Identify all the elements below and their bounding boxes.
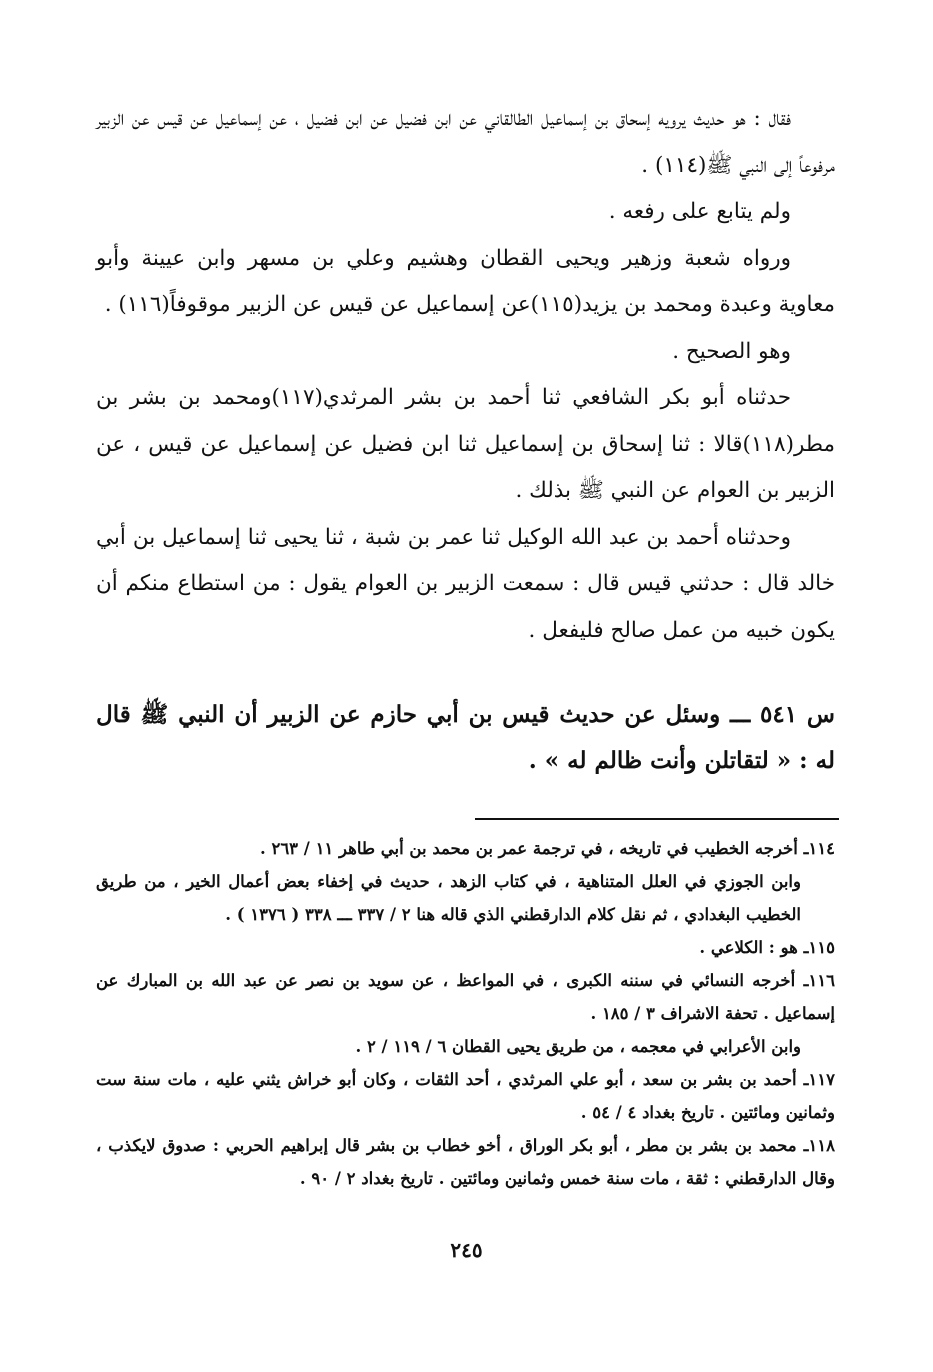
paragraph: وهو الصحيح . [672,338,791,364]
paragraph: ولم يتابع على رفعه . [608,199,791,224]
footnote: ١١٥ـ هو : الكلاعي . [699,938,835,957]
question-heading: س ٥٤١ ـــ وسئل عن حديث قيس بن أبي حازم عن الزبير أن النبي ﷺ قال له : « لتقاتلن وأنت ظالم له » . [96,701,835,774]
footnote: ١١٦ـ أخرجه النسائي في سننه الكبرى ، في المواعظ ، عن سويد بن نصر عن عبد الله بن المبارك عن إسماعيل . تحفة الاشراف ٣ / ١٨٥ . [96,971,835,1023]
paragraph: حدثناه أبو بكر الشافعي ثنا أحمد بن بشر المرثدي(١١٧)ومحمد بن بشر بن مطر(١١٨)قالا : ثنا إسحاق بن إسماعيل ثنا ابن فضيل عن إسماعيل عن قيس ، عن الزبير بن العوام عن النبي ﷺ بذلك . [96,385,835,503]
footnote-divider [475,818,839,820]
footnote: ١١٨ـ محمد بن بشر بن مطر ، أبو بكر الوراق ، أخو خطاب بن بشر قال إبراهيم الحربي : صدوق لايكذب ، وقال الدارقطني : ثقة ، مات سنة خمس وثمانين ومائتين . تاريخ بغداد ٢ / ٩٠ . [96,1136,835,1188]
footnote: ١١٤ـ أخرجه الخطيب في تاريخه ، في ترجمة عمر بن محمد بن أبي طاهر ١١ / ٢٦٣ . [259,839,835,858]
footnote: وابن الأعرابي في معجمه ، من طريق يحيى القطان ٦ / ١١٩ / ٢ . [355,1037,801,1056]
paragraph: ورواه شعبة وزهير ويحيى القطان وهشيم وعلي بن مسهر وابن عيينة وأبو معاوية وعبدة ومحمد بن يزيد(١١٥)عن إسماعيل عن قيس عن الزبير موقوفاً(١١٦) . [96,245,835,317]
footnote: وابن الجوزي في العلل المتناهية ، في كتاب الزهد ، حديث في إخفاء بعض أعمال الخير ، من طريق الخطيب البغدادي ، ثم نقل كلام الدارقطني الذي قاله هنا ٢ / ٣٣٧ ـــ ٣٣٨ ( ١٣٧٦ ) . [96,872,801,924]
paragraph: وحدثناه أحمد بن عبد الله الوكيل ثنا عمر بن شبة ، ثنا يحيى ثنا إسماعيل بن أبي خالد قال : حدثني قيس قال : سمعت الزبير بن العوام يقول : من استطاع منكم أن يكون خبيه من عمل صالح فليفعل . [96,524,835,643]
paragraph: فقال : هو حديث يرويه إسحاق بن إسماعيل الطالقاني عن ابن فضيل عن ابن فضيل ، عن إسماعيل عن قيس عن الزبير مرفوعاً إلى النبي ﷺ(١١٤) . [96,106,835,178]
footnote: ١١٧ـ أحمد بن بشر بن سعد ، أبو علي المرثدي ، أحد الثقات ، وكان أبو خراش يثني عليه ، مات سنة ست وثمانين ومائتين . تاريخ بغداد ٤ / ٥٤ . [96,1070,835,1122]
main-text [96,96,835,654]
page-number: ٢٤٥ [450,1238,483,1262]
footnotes [96,832,835,1195]
